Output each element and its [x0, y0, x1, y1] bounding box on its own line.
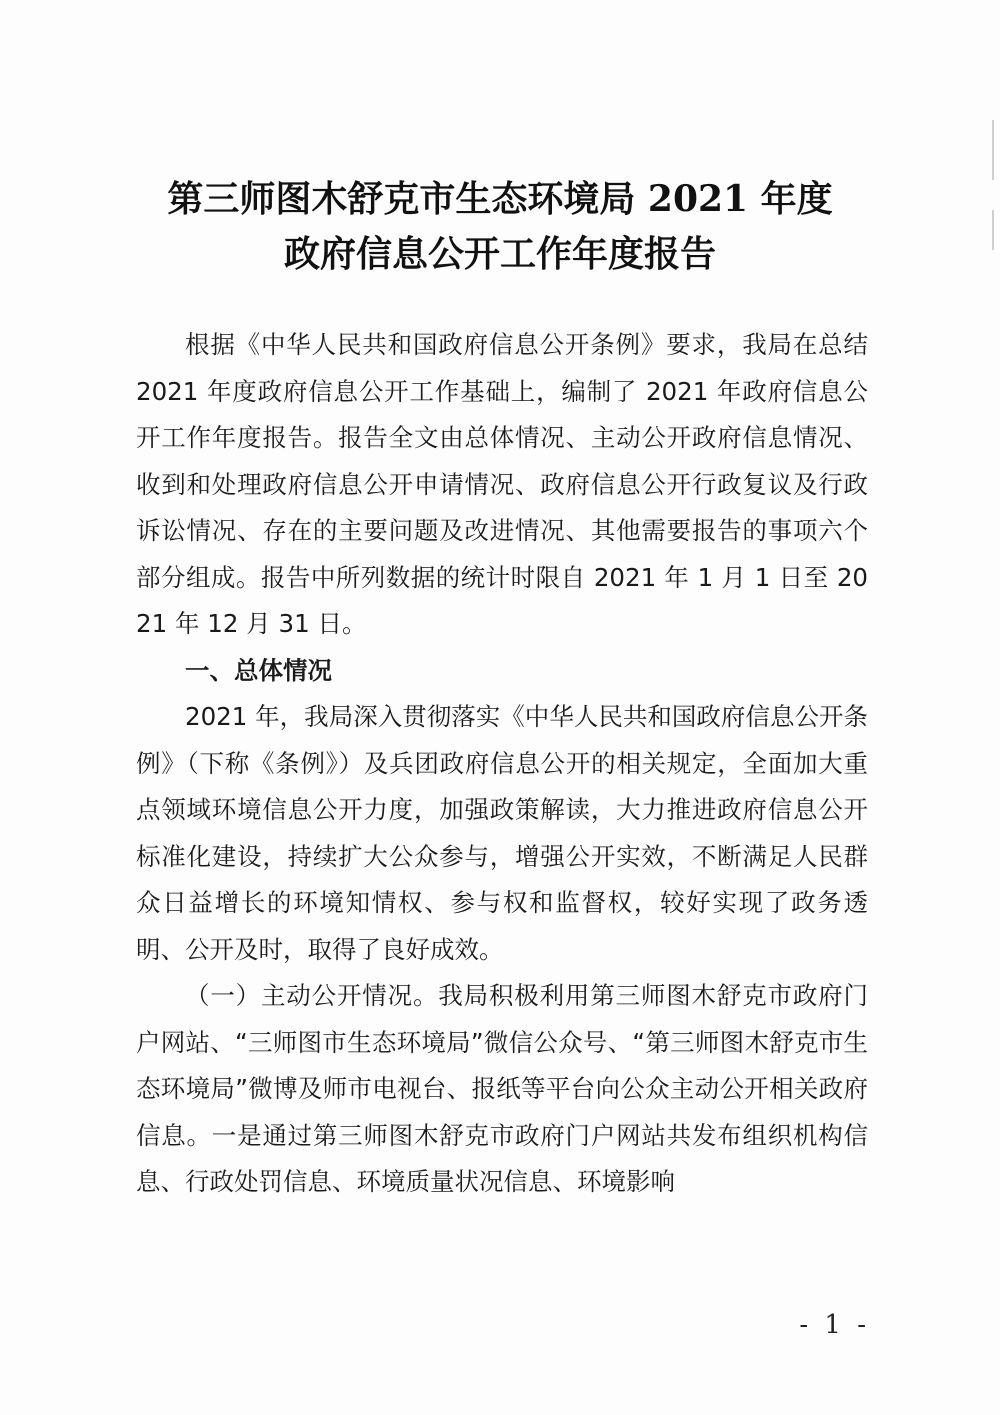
- scan-edge-mark: [992, 210, 994, 250]
- scan-edge-mark: [992, 120, 994, 180]
- active-disclosure-paragraph: （一）主动公开情况。我局积极利用第三师图木舒克市政府门户网站、“三师图市生态环境局”微信公众号、“第三师图木舒克市生态环境局”微博及师市电视台、报纸等平台向公众主动公开相关政府信息。一是通过第三师图木舒克市政府门户网站共发布组织机构信息、行政处罚信息、环境质量状况信息、环境影响: [136, 981, 868, 1196]
- title-line-2: 政府信息公开工作年度报告: [283, 233, 716, 275]
- document-body: [136, 322, 868, 1206]
- title-line-1: 第三师图木舒克市生态环境局 2021 年度: [167, 178, 833, 220]
- page-number: - 1 -: [799, 1310, 870, 1340]
- overview-paragraph: 2021 年，我局深入贯彻落实《中华人民共和国政府信息公开条例》（下称《条例》）及兵团政府信息公开的相关规定，全面加大重点领域环境信息公开力度，加强政策解读，大力推进政府信息公开标准化建设，持续扩大公众参与，增强公开实效，不断满足人民群众日益增长的环境知情权、参与权和监督权，较好实现了政务透明、公开及时，取得了良好成效。: [136, 702, 868, 964]
- section-heading-overview: 一、总体情况: [185, 655, 332, 685]
- intro-paragraph: 根据《中华人民共和国政府信息公开条例》要求，我局在总结 2021 年度政府信息公开工作基础上，编制了 2021 年政府信息公开工作年度报告。报告全文由总体情况、主动公开政府信息情况、收到和处理政府信息公开申请情况、政府信息公开行政复议及行政诉讼情况、存在的主要问题及改进情况、其他需要报告的事项六个部分组成。报告中所列数据的统计时限自 2021 年 1 月 1 日至 2021 年 12 月 31 日。: [136, 330, 868, 638]
- document-title: [100, 172, 900, 282]
